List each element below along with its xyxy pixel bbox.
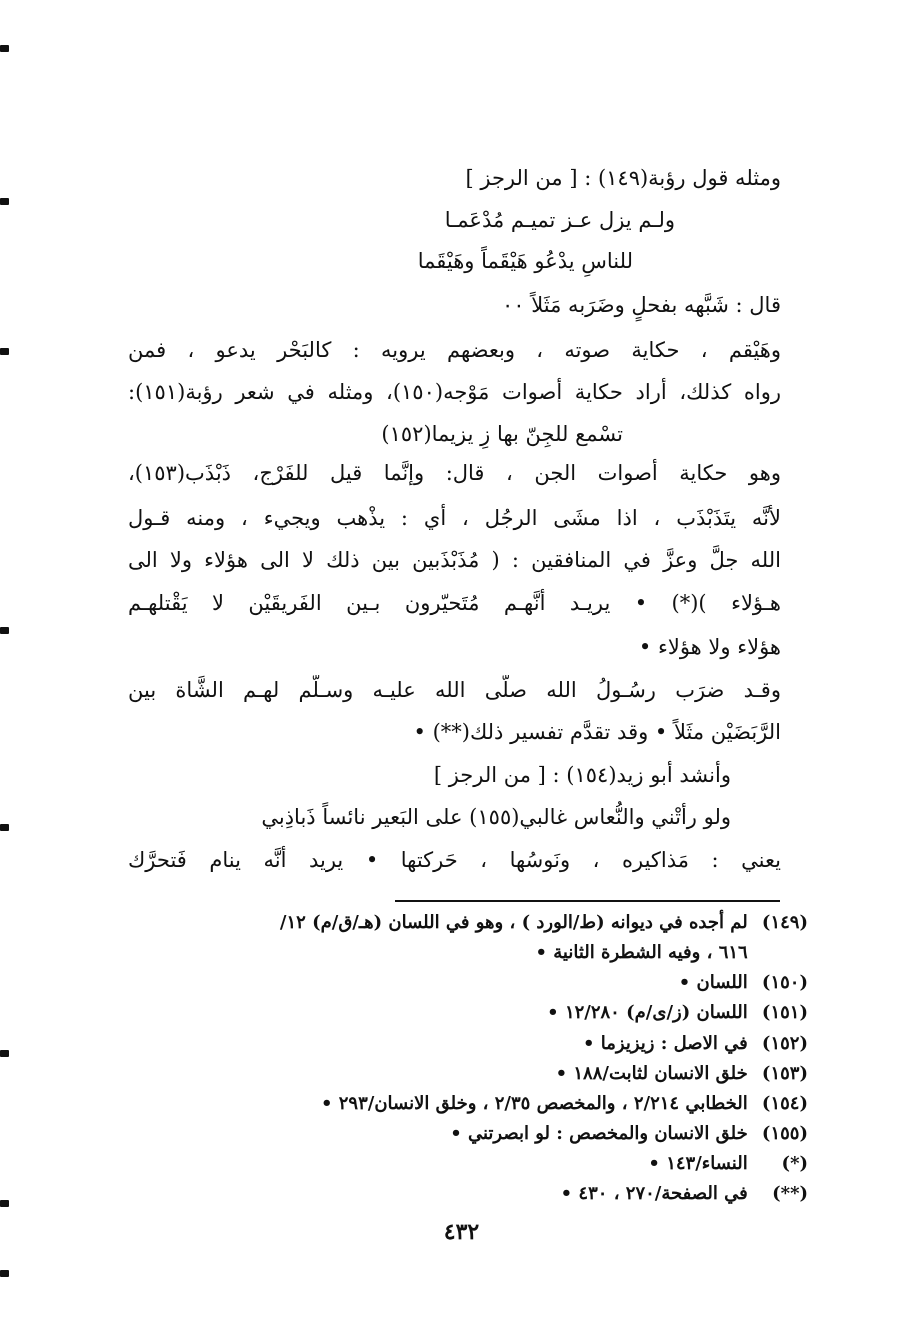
footnote-text: في الاصل : زيزيزما • — [583, 1033, 748, 1054]
footnote-text: اللسان (ز/ى/م) ١٢/٢٨٠ • — [547, 1002, 748, 1023]
body-line: رواه كذلك، أراد حكاية أصوات مَوْجه(١٥٠)، ومثله في شعر رؤبة(١٥١): — [128, 380, 781, 404]
page-number: ٤٣٢ — [443, 1219, 480, 1245]
body-line: وهو حكاية أصوات الجن ، قال: وإنَّما قيل للفَرْج، ذَبْذَب(١٥٣)، — [128, 461, 781, 485]
footnote — [648, 1151, 808, 1177]
footnote-number: (١٥٥) — [761, 1123, 808, 1144]
verse-line: تسْمع للجِنّ بها زِ يزيما(١٥٢) — [381, 422, 623, 446]
body-line: لأنَّه يتَذَبْذَب ، اذا مشَى الرجُل ، أي : يذْهب ويجيء ، ومنه قـول — [128, 506, 781, 530]
footnote-divider — [395, 900, 780, 902]
verse-line: للناسِ يدْعُو هَيْقَماً وهَيْقَما — [417, 249, 633, 273]
footnote-text: اللسان • — [678, 972, 748, 993]
footnote-number: (١٥٠) — [761, 972, 808, 993]
footnote-number: (**) — [772, 1183, 808, 1204]
footnote-number: (١٤٩) — [761, 912, 808, 933]
footnote-text: ٦١٦ ، وفيه الشطرة الثانية • — [535, 942, 748, 963]
body-line: هؤلاء ولا هؤلاء • — [638, 635, 781, 659]
footnote — [561, 1181, 808, 1207]
scan-edge-mark — [0, 1200, 9, 1207]
footnote-text: النساء/١٤٣ • — [648, 1153, 748, 1174]
scan-edge-mark — [0, 627, 9, 634]
footnote-number: (١٥٤) — [761, 1093, 808, 1114]
footnote-number: (١٥٣) — [761, 1063, 808, 1084]
body-line: يعني : مَذاكيره ، ونَوسُها ، حَركتها • يريد أنَّه ينام فَتحرَّك — [128, 848, 781, 872]
verse-line: ولـم يزل عـز تميـم مُدْعَمـا — [444, 208, 675, 232]
footnote — [321, 1091, 808, 1117]
body-line: وقـد ضرَب رسُـولُ الله صلَّى الله عليـه وسـلَّم لهـم الشَّاة بين — [128, 678, 781, 702]
body-line: الله جلَّ وعزَّ في المنافقين : ( مُذَبْذَبين بين ذلك لا الى هؤلاء ولا الى — [128, 548, 781, 572]
footnote — [583, 1031, 808, 1057]
footnote — [679, 970, 808, 996]
body-line: قال : شَبَّهه بفحلٍ وضَرَبه مَثَلاً ٠٠ — [502, 293, 781, 317]
scan-edge-mark — [0, 348, 9, 355]
scan-edge-mark — [0, 45, 9, 52]
footnote-number: (*) — [781, 1153, 808, 1174]
body-line: وأنشد أبو زيد(١٥٤) : [ من الرجز ] — [433, 763, 731, 787]
footnote-text: في الصفحة/٢٧٠ ، ٤٣٠ • — [560, 1183, 748, 1204]
footnote — [280, 910, 808, 936]
footnote-number: (١٥٢) — [761, 1033, 808, 1054]
verse-line: ولو رأتْني والنُّعاس غالبي(١٥٥) على البَعير نائساً ذَباذِبي — [261, 805, 731, 829]
footnote — [556, 1061, 808, 1087]
body-line: ومثله قول رؤبة(١٤٩) : [ من الرجز ] — [465, 166, 781, 190]
body-line: الرَّبَضَيْن مثَلاً • وقد تقدَّم تفسير ذلك(**) • — [413, 720, 781, 744]
footnote-text: الخطابي ٢/٢١٤ ، والمخصص ٢/٣٥ ، وخلق الانسان/٢٩٣ • — [320, 1093, 748, 1114]
body-line: هـؤلاء )(*) • يريـد أنَّهـم مُتَحيّرون بـين الفَريقَيْن لا يَقْتلهـم — [128, 591, 781, 615]
footnote — [547, 1000, 808, 1026]
body-line: وهَيْقم ، حكاية صوته ، وبعضهم يرويه : كالبَحْر يدعو ، فمن — [128, 338, 781, 362]
scan-edge-mark — [0, 1270, 9, 1277]
scan-edge-mark — [0, 1050, 9, 1057]
footnote — [536, 940, 809, 966]
footnote-number: (١٥١) — [761, 1002, 808, 1023]
scan-edge-mark — [0, 198, 9, 205]
scan-edge-mark — [0, 824, 9, 831]
footnote-text: خلق الانسان والمخصص : لو ابصرتني • — [450, 1123, 748, 1144]
footnote-text: خلق الانسان لثابت/١٨٨ • — [555, 1063, 748, 1084]
footnote — [450, 1121, 808, 1147]
footnote-text: لم أجده في ديوانه (ط/الورد ) ، وهو في اللسان (هـ/ق/م) ١٢/ — [279, 912, 748, 933]
